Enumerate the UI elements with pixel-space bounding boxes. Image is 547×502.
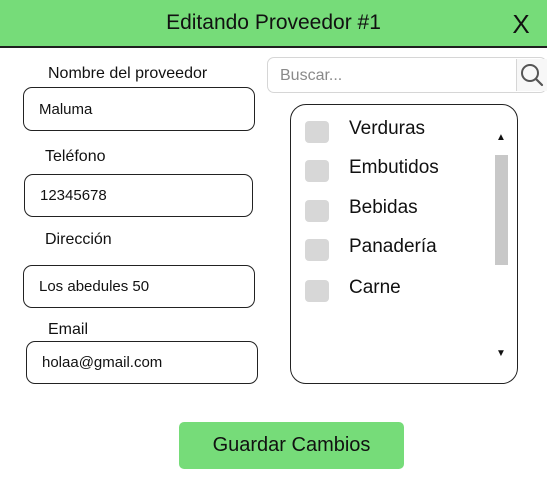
- search-icon: [517, 59, 547, 91]
- save-button[interactable]: Guardar Cambios: [179, 422, 404, 469]
- category-list: [290, 104, 518, 384]
- list-item[interactable]: [305, 157, 495, 184]
- category-label: Embutidos: [349, 157, 439, 178]
- list-item[interactable]: [305, 277, 495, 304]
- address-input[interactable]: Los abedules 50: [23, 265, 255, 308]
- category-label: Bebidas: [349, 197, 418, 218]
- scrollbar[interactable]: [494, 131, 508, 363]
- list-item[interactable]: [305, 236, 495, 263]
- category-checkbox[interactable]: [305, 200, 329, 222]
- phone-label: Teléfono: [45, 148, 106, 165]
- list-item[interactable]: [305, 197, 495, 224]
- list-item[interactable]: [305, 118, 495, 145]
- category-checkbox[interactable]: [305, 239, 329, 261]
- address-label: Dirección: [45, 231, 112, 248]
- chevron-down-icon[interactable]: ▼: [496, 348, 506, 359]
- title-bar: [0, 0, 547, 48]
- name-label: Nombre del proveedor: [48, 65, 208, 82]
- email-label: Email: [48, 321, 89, 338]
- search-placeholder: Buscar...: [280, 67, 343, 84]
- category-checkbox[interactable]: [305, 280, 329, 302]
- category-label: Verduras: [349, 118, 426, 139]
- search-button[interactable]: [516, 59, 547, 91]
- email-input[interactable]: holaa@gmail.com: [26, 341, 258, 384]
- window-title: Editando Proveedor #1: [166, 11, 381, 34]
- name-input[interactable]: Maluma: [23, 87, 255, 131]
- category-checkbox[interactable]: [305, 121, 329, 143]
- scrollbar-thumb[interactable]: [495, 155, 508, 265]
- category-checkbox[interactable]: [305, 160, 329, 182]
- close-icon[interactable]: X: [512, 9, 530, 39]
- category-label: Panadería: [349, 236, 437, 257]
- category-label: Carne: [349, 277, 401, 298]
- phone-input[interactable]: 12345678: [24, 174, 253, 217]
- chevron-up-icon[interactable]: ▲: [496, 132, 506, 143]
- search-input[interactable]: [267, 57, 547, 93]
